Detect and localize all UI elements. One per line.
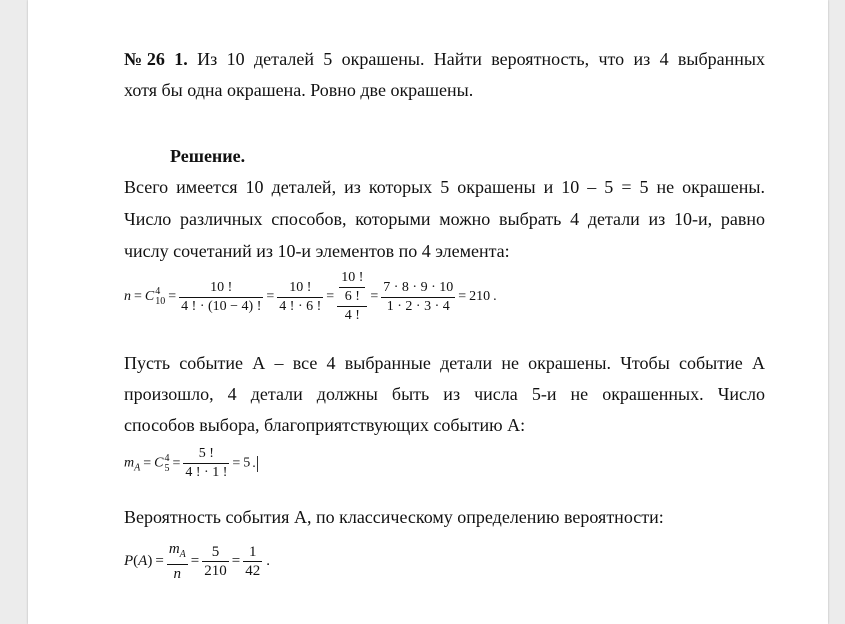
- fraction-4: $\frac{7 \cdot 8 \cdot 9 \cdot 10}{1 \cdot 2 \cdot 3 \cdot 4}$: [383, 279, 454, 314]
- solution-paragraph-3-line-2: произошло, 4 детали должны быть из числа 5-и не окрашенных. Число: [124, 384, 765, 404]
- formula-favorable-outcomes: $m_A = C$ 4 5 = $\frac{5 !}{4 ! \cdot 1 !}$ = 5 .: [124, 446, 256, 480]
- problem-line-1: [124, 44, 765, 74]
- formula-var-m: m: [124, 455, 135, 471]
- solution-paragraph-1: Всего имеется 10 деталей, из которых 5 окрашены и 10 – 5 = 5 не окрашены.: [124, 177, 765, 197]
- problem-part: 1.: [174, 49, 188, 69]
- solution-paragraph-2-line-1: Число различных способов, которыми можно выбрать 4 детали из 10-и, равно: [124, 209, 765, 229]
- solution-paragraph-4: Вероятность события А, по классическому определению вероятности:: [124, 507, 664, 527]
- fraction-3: $\frac{\frac{10 !}{6 !}}{4 !}$: [337, 270, 367, 324]
- problem-line-2: хотя бы одна окрашена. Ровно две окрашены.: [124, 80, 474, 100]
- problem-text-1: Из 10 деталей 5 окрашены. Найти вероятность, что из 4 выбранных: [197, 49, 766, 69]
- solution-paragraph-3-line-3: способов выбора, благоприятствующих событию А:: [124, 415, 526, 435]
- text-cursor: [257, 456, 258, 472]
- formula-combinations-total: n = C 4 10 = $\frac{10 !}{4 ! \cdot (10 - 4) !}$ = $\frac{10 !}{4 ! \cdot 6 !}$ = $\frac{\frac{10 !}{6 !}}{4 !}$ = $\frac{7 \cdot 8 \cdot 9 \cdot 10}{1 \cdot 2 \cdot 3 \cdot 4}$ = 210 .: [124, 270, 497, 323]
- fraction-1: $\frac{10 !}{4 ! \cdot (10 - 4) !}$: [181, 279, 262, 314]
- solution-heading: Решение.: [170, 146, 246, 166]
- solution-paragraph-3-line-1: Пусть событие А – все 4 выбранные детали не окрашены. Чтобы событие А: [124, 353, 765, 373]
- formula-var-n: n: [124, 289, 131, 305]
- formula-probability: P(A) = $\frac{m_A}{n}$ = $\frac{5}{210}$ = $\frac{1}{42}$ .: [124, 541, 270, 582]
- formula-result-5: 5: [243, 455, 251, 471]
- problem-number: №26: [124, 49, 165, 69]
- fraction-1-over-42: $\frac{1}{42}$: [245, 544, 261, 579]
- solution-paragraph-2-line-2: числу сочетаний из 10-и элементов по 4 элемента:: [124, 241, 510, 261]
- fraction-5-over-210: $\frac{5}{210}$: [204, 544, 227, 579]
- formula-result-210: 210: [469, 289, 491, 305]
- fraction-m: $\frac{5 !}{4 ! \cdot 1 !}$: [185, 446, 228, 480]
- fraction-2: $\frac{10 !}{4 ! \cdot 6 !}$: [279, 279, 322, 314]
- fraction-m-over-n: $\frac{m_A}{n}$: [168, 541, 186, 582]
- document-page: [28, 0, 828, 624]
- formula-C: C: [144, 289, 155, 305]
- formula-var-P: P: [124, 552, 134, 569]
